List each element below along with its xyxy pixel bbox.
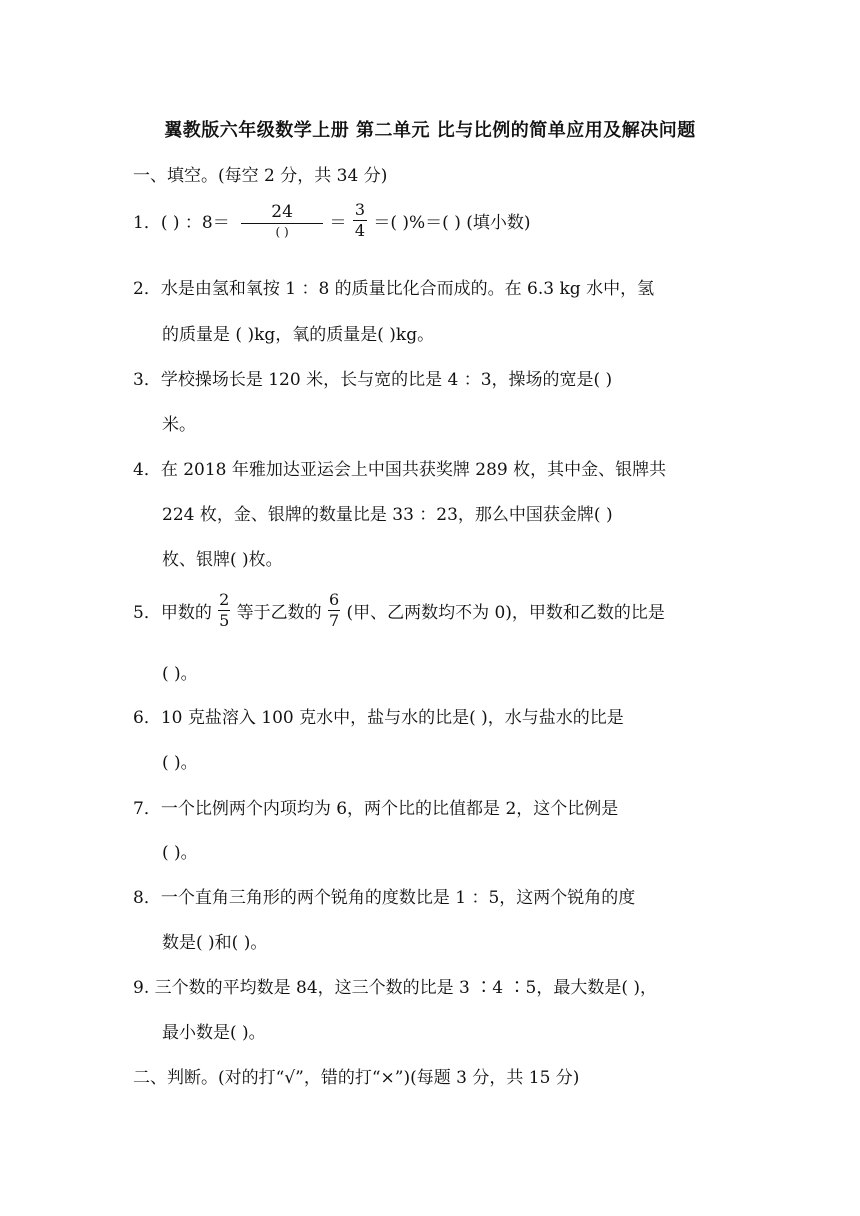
- q1-fraction-2-denominator: 4: [354, 221, 366, 240]
- question-1: [133, 202, 531, 239]
- q5-suffix: (甲、乙两数均不为 0)，甲数和乙数的比是: [346, 603, 665, 623]
- worksheet-title: 翼教版六年级数学上册 第二单元 比与比例的简单应用及解决问题: [164, 120, 696, 141]
- question-4-line-2: 224 枚，金、银牌的数量比是 33 ：23，那么中国获金牌( ): [162, 505, 613, 525]
- question-8-line-2: 数是( )和( )。: [162, 933, 268, 953]
- question-4-line-1: 4．在 2018 年雅加达亚运会上中国共获奖牌 289 枚，其中金、银牌共: [133, 460, 667, 480]
- q1-fraction-2-numerator: 3: [354, 200, 366, 219]
- question-9-line-1: 9. 三个数的平均数是 84，这三个数的比是 3 ∶4 ∶5，最大数是( )，: [133, 978, 657, 998]
- section-1-heading: 一、填空。(每空 2 分，共 34 分): [133, 166, 388, 186]
- q5-fraction-1-denominator: 5: [219, 611, 230, 630]
- q1-fraction-1-numerator: 24: [271, 201, 293, 222]
- question-5-line-1: [133, 592, 665, 629]
- question-6-line-1: 6．10 克盐溶入 100 克水中，盐与水的比是( )，水与盐水的比是: [133, 708, 624, 728]
- q5-fraction-2: [328, 592, 340, 629]
- question-3-line-2: 米。: [162, 415, 196, 435]
- question-9-line-2: 最小数是( )。: [162, 1023, 266, 1043]
- q1-prefix: 1．( ) ：8＝: [133, 213, 230, 233]
- question-7-line-1: 7．一个比例两个内项均为 6，两个比的比值都是 2，这个比例是: [133, 799, 619, 819]
- question-7-line-2: ( )。: [162, 843, 198, 863]
- question-5-line-2: ( )。: [162, 664, 198, 684]
- q5-fraction-1-numerator: 2: [219, 590, 230, 609]
- q1-fraction-1-denominator: ( ): [241, 223, 323, 238]
- q1-fraction-2: [353, 202, 367, 239]
- question-2-line-1: 2．水是由氢和氧按 1 ：8 的质量比化合而成的。在 6.3 kg 水中，氢: [133, 279, 655, 299]
- q5-fraction-1: [218, 592, 230, 629]
- question-2-line-2: 的质量是 ( )kg，氧的质量是( )kg。: [162, 325, 435, 345]
- section-2-heading: 二、判断。(对的打“√”，错的打“×”)(每题 3 分，共 15 分): [133, 1068, 580, 1088]
- q1-equals: ＝: [329, 213, 347, 233]
- q5-fraction-2-numerator: 6: [328, 590, 340, 609]
- q1-fraction-1: [241, 201, 323, 239]
- question-3-line-1: 3．学校操场长是 120 米，长与宽的比是 4 ：3，操场的宽是( ): [133, 370, 613, 390]
- q5-fraction-2-denominator: 7: [328, 611, 340, 630]
- question-6-line-2: ( )。: [162, 753, 198, 773]
- question-4-line-3: 枚、银牌( )枚。: [162, 550, 283, 570]
- q5-prefix: 5．甲数的: [133, 603, 212, 623]
- q1-suffix: ＝( )%＝( ) (填小数): [373, 213, 531, 233]
- q5-middle: 等于乙数的: [236, 603, 322, 623]
- question-8-line-1: 8．一个直角三角形的两个锐角的度数比是 1 ：5，这两个锐角的度: [133, 888, 636, 908]
